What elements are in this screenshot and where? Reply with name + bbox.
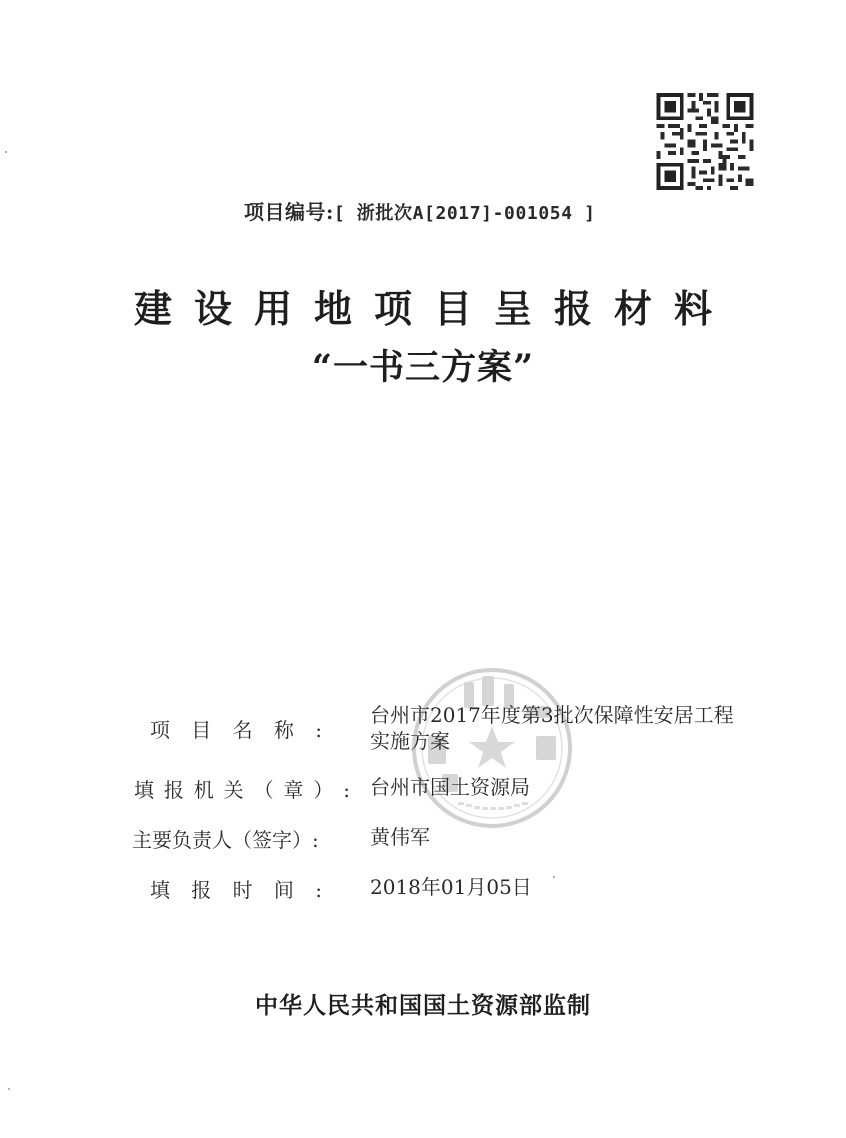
scan-speck [553, 876, 555, 878]
project-number [244, 196, 596, 225]
filing-org-label: 填报机关（章）: [134, 778, 350, 802]
supervisor-footer: 中华人民共和国国土资源部监制 [255, 992, 591, 1019]
project-name-value: 台州市2017年度第3批次保障性安居工程实施方案 [370, 703, 734, 753]
responsible-person-value: 黄伟军 [370, 825, 430, 849]
page-subtitle: “一书三方案” [311, 347, 535, 388]
filing-time-value: 2018年01月05日 [370, 875, 532, 899]
qr-code-icon [655, 93, 755, 190]
scan-speck [8, 1088, 10, 1090]
project-number-label: 项目编号: [244, 200, 334, 224]
responsible-person-label: 主要负责人（签字）: [132, 828, 319, 852]
filing-org-value: 台州市国土资源局 [370, 775, 530, 799]
project-name-label: 项目名称: [150, 718, 322, 742]
project-number-value: [ 浙批次A[2017]-001054 ] [333, 203, 596, 224]
page-title: 建设用地项目呈报材料 [133, 286, 734, 331]
filing-time-label: 填报时间: [150, 878, 322, 902]
scan-speck [5, 151, 7, 153]
